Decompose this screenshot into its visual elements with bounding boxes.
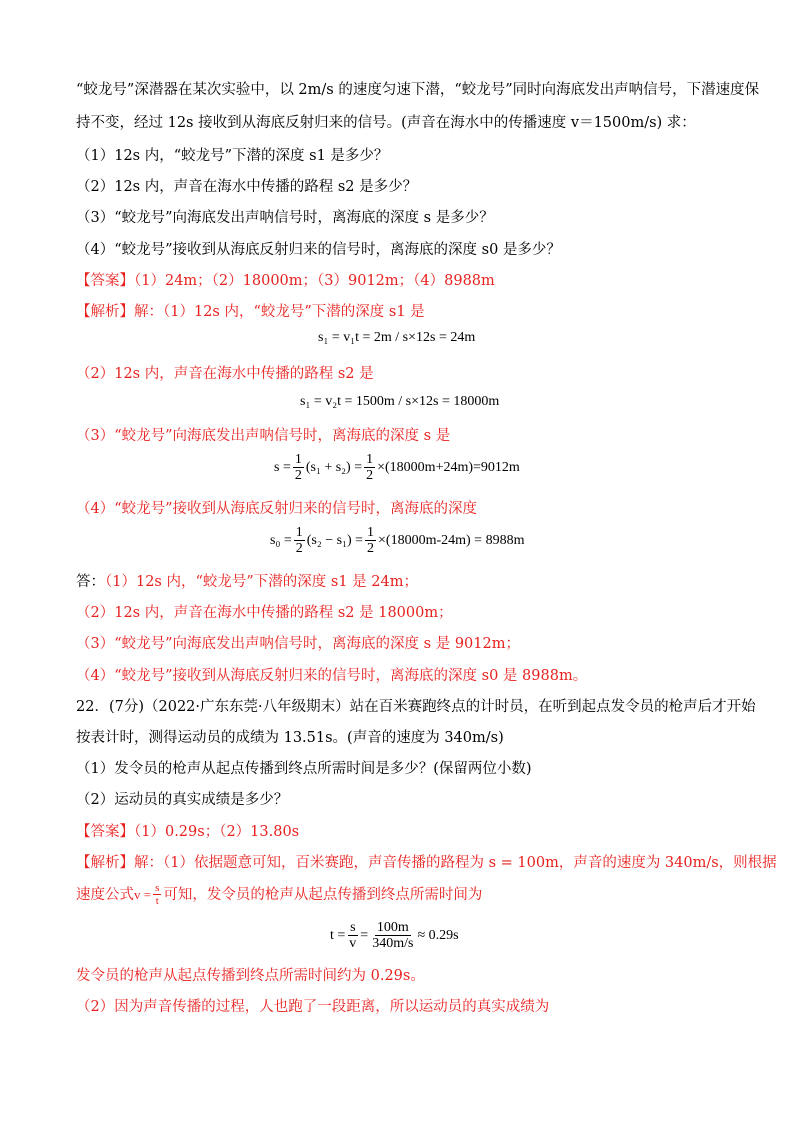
question-22-2: （2）运动员的真实成绩是多少？: [76, 792, 289, 808]
final-answer-4: （4）“蛟龙号”接收到从海底反射归来的信号时，离海底的深度 s0 是 8988m。: [76, 668, 588, 684]
analysis-text: 解：（1）依据题意可知，百米赛跑，声音传播的路程为 s = 100m，声音的速度为 340m/s，则根据: [134, 855, 777, 871]
question-22-1: （1）发令员的枪声从起点传播到终点所需时间是多少？(保留两位小数): [76, 761, 532, 777]
problem-text-line: “蛟龙号”深潜器在某次实验中，以 2m/s 的速度匀速下潜，“蛟龙号”同时向海底发出声呐信号，下潜速度保: [76, 82, 760, 98]
step-3: （3）“蛟龙号”向海底发出声呐信号时，离海底的深度 s 是: [76, 428, 451, 444]
equation-2: s₁ = v₂t = 1500m / s×12s = 18000m: [300, 394, 500, 409]
fraction-half: $\frac{1}{2}$: [367, 525, 375, 556]
eq4-mid: (s₂ − s₁) =: [306, 532, 364, 548]
equation-1: s₁ = v₁t = 2m / s×12s = 24m: [318, 330, 476, 345]
fraction-half: $\frac{1}{2}$: [295, 525, 303, 556]
question-1: （1）12s 内，“蛟龙号”下潜的深度 s1 是多少？: [76, 148, 389, 164]
fraction-half: $\frac{1}{2}$: [294, 452, 302, 483]
fraction-half: $\frac{1}{2}$: [366, 452, 374, 483]
problem-22-line: 22．(7分)（2022·广东东莞·八年级期末）站在百米赛跑终点的计时员，在听到起点发令员的枪声后才开始: [76, 699, 756, 715]
analysis-line-22b: 速度公式 v = $\frac{s}{t}$ 可知，发令员的枪声从起点传播到终点所需时间为: [76, 882, 483, 907]
question-2: （2）12s 内，声音在海水中传播的路程 s2 是多少？: [76, 179, 418, 195]
final-answer-lead: 答：: [76, 574, 105, 590]
equation-time: t = $\frac{s}{v}$ = $\frac{100m}{340m/s}$ ≈ 0.29s: [330, 920, 459, 951]
answer-text: （1）24m；（2）18000m；（3）9012m；（4）8988m: [134, 273, 495, 289]
step-4: （4）“蛟龙号”接收到从海底反射归来的信号时，离海底的深度: [76, 501, 478, 517]
answer-tag: 【答案】: [76, 273, 134, 289]
eq3-mid: (s₁ + s₂) =: [305, 459, 363, 475]
answer-line-22: [76, 822, 733, 842]
eq4-left: s₀ =: [270, 532, 292, 548]
eq4-right: ×(18000m-24m) = 8988m: [378, 532, 525, 548]
equation-3: [274, 452, 520, 483]
final-answer-text: （1）12s 内，“蛟龙号”下潜的深度 s1 是 24m；: [105, 574, 418, 590]
speed-formula: v = $\frac{s}{t}$: [134, 882, 160, 907]
final-answer-3: （3）“蛟龙号”向海底发出声呐信号时，离海底的深度 s 是 9012m；: [76, 636, 520, 652]
answer-tag: 【答案】: [76, 824, 134, 840]
result-1: 发令员的枪声从起点传播到终点所需时间约为 0.29s。: [76, 968, 425, 984]
step-22-2: （2）因为声音传播的过程，人也跑了一段距离，所以运动员的真实成绩为: [76, 999, 550, 1015]
answer-line: [76, 271, 733, 291]
problem-22-line: 按表计时，测得运动员的成绩为 13.51s。(声音的速度为 340m/s): [76, 730, 504, 746]
eq3-left: s =: [274, 459, 291, 475]
final-answer-2: （2）12s 内，声音在海水中传播的路程 s2 是 18000m；: [76, 605, 453, 621]
problem-text-line: 持不变，经过 12s 接收到从海底反射归来的信号。(声音在海水中的传播速度 v＝1500m/s) 求：: [76, 115, 696, 131]
analysis-lead: 解：（1）12s 内，“蛟龙号”下潜的深度 s1 是: [134, 304, 425, 320]
final-answer-1: [76, 572, 733, 592]
question-4: （4）“蛟龙号”接收到从海底反射归来的信号时，离海底的深度 s0 是多少？: [76, 242, 561, 258]
analysis-line-22: [76, 853, 777, 873]
answer-text: （1）0.29s；（2）13.80s: [134, 824, 300, 840]
equation-4: [270, 525, 524, 556]
eq3-right: ×(18000m+24m)=9012m: [377, 459, 520, 475]
analysis-tag: 【解析】: [76, 304, 134, 320]
analysis-line: [76, 302, 733, 322]
question-3: （3）“蛟龙号”向海底发出声呐信号时，离海底的深度 s 是多少？: [76, 210, 494, 226]
step-2: （2）12s 内，声音在海水中传播的路程 s2 是: [76, 366, 374, 382]
analysis-tag: 【解析】: [76, 855, 134, 871]
